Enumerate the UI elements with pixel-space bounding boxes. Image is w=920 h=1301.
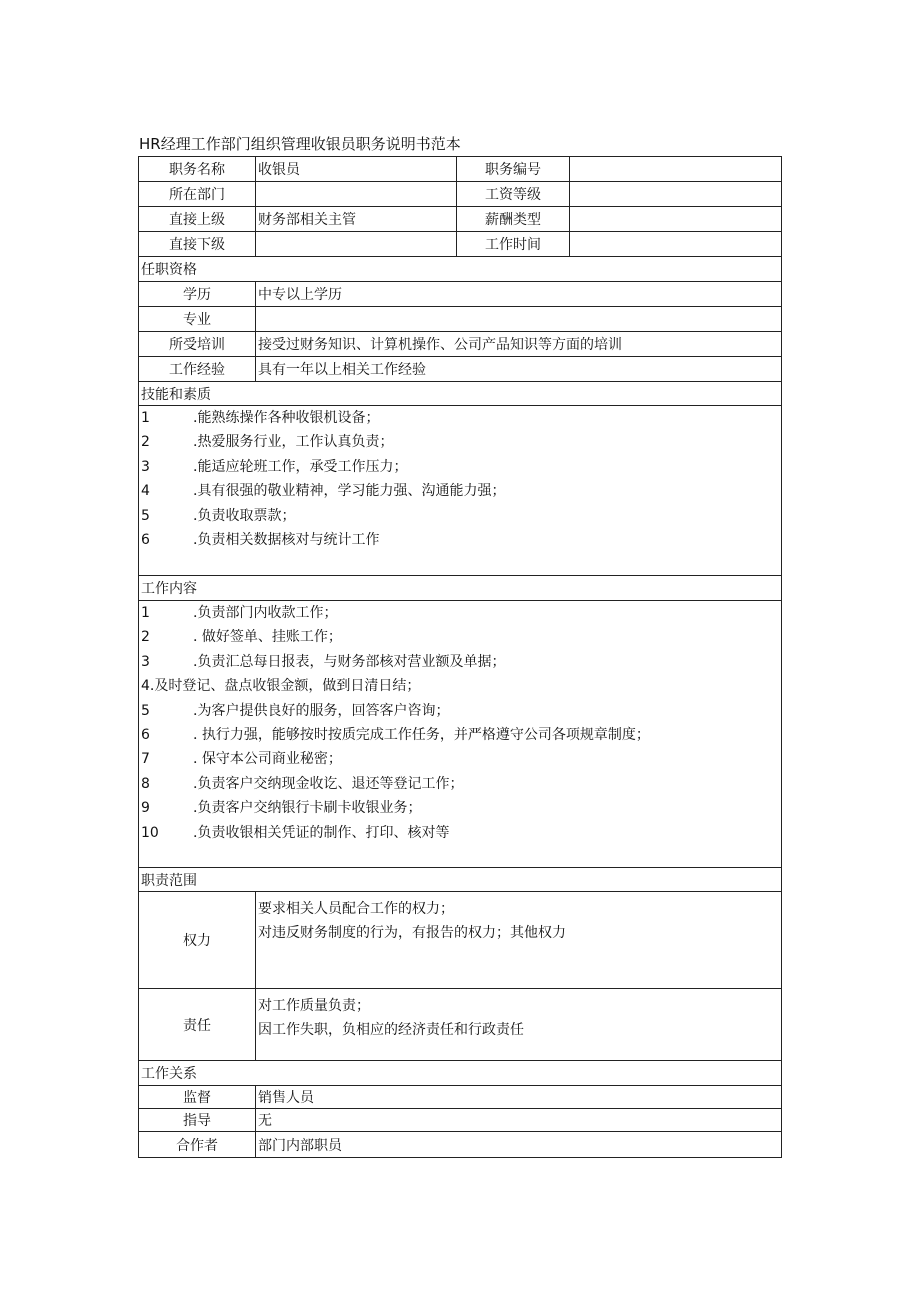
value-training: 接受过财务知识、计算机操作、公司产品知识等方面的培训	[256, 332, 782, 357]
item-text: .能熟练操作各种收银机设备；	[193, 410, 380, 426]
value-salary-grade	[570, 182, 782, 207]
relation-row	[139, 1132, 782, 1158]
item-text: .负责部门内收款工作；	[193, 605, 338, 621]
value-experience: 具有一年以上相关工作经验	[256, 357, 782, 382]
label-guide: 指导	[139, 1109, 256, 1132]
list-item	[139, 625, 781, 649]
item-number: 8	[141, 775, 150, 792]
list-item	[139, 479, 781, 503]
list-item	[139, 601, 781, 625]
label-direct-subordinate: 直接下级	[139, 232, 256, 257]
item-text: .能适应轮班工作，承受工作压力；	[193, 458, 408, 475]
item-number: 9	[141, 800, 150, 817]
item-number: 4	[141, 483, 150, 500]
item-text: .热爱服务行业，工作认真负责；	[193, 434, 394, 451]
value-major	[256, 307, 782, 332]
list-item	[139, 528, 781, 552]
list-item	[139, 747, 781, 771]
label-responsibility: 责任	[139, 989, 256, 1061]
list-item	[139, 821, 781, 845]
list-item	[139, 406, 781, 430]
label-power: 权力	[139, 892, 256, 989]
list-item	[139, 723, 781, 747]
value-education: 中专以上学历	[256, 282, 782, 307]
relation-row	[139, 1109, 782, 1132]
label-pay-type: 薪酬类型	[457, 207, 570, 232]
item-number: 5	[141, 702, 150, 719]
item-text: . 执行力强，能够按时按质完成工作任务，并严格遵守公司各项规章制度；	[193, 726, 650, 743]
item-text: .负责客户交纳现金收讫、退还等登记工作；	[193, 775, 464, 792]
responsibility-content	[256, 989, 782, 1061]
label-job-code: 职务编号	[457, 157, 570, 182]
power-content	[256, 892, 782, 989]
value-job-code	[570, 157, 782, 182]
list-item	[139, 796, 781, 820]
item-number: 2	[141, 434, 150, 451]
item-number: 4	[141, 678, 150, 695]
value-work-hours	[570, 232, 782, 257]
label-experience: 工作经验	[139, 357, 256, 382]
list-item	[139, 430, 781, 454]
item-number: 2	[141, 629, 150, 646]
item-number: 3	[141, 653, 150, 670]
value-supervise: 销售人员	[256, 1086, 782, 1109]
basic-row	[139, 182, 782, 207]
item-text: .负责收银相关凭证的制作、打印、核对等	[193, 824, 450, 841]
item-text: . 做好签单、挂账工作；	[193, 629, 342, 646]
item-text: .及时登记、盘点收银金额，做到日清日结；	[149, 678, 421, 695]
document-title: HR经理工作部门组织管理收银员职务说明书范本	[139, 135, 461, 153]
section-relations: 工作关系	[139, 1061, 782, 1086]
item-number: 6	[141, 726, 150, 743]
job-description-table	[138, 156, 782, 1158]
item-number: 3	[141, 458, 150, 475]
item-text: .负责客户交纳银行卡刷卡收银业务；	[193, 800, 422, 817]
label-supervise: 监督	[139, 1086, 256, 1109]
section-header-row	[139, 382, 782, 406]
skills-list-row	[139, 406, 782, 576]
list-item	[139, 650, 781, 674]
item-text: .具有很强的敬业精神，学习能力强、沟通能力强；	[193, 483, 506, 500]
section-header-row	[139, 1061, 782, 1086]
power-line: 对违反财务制度的行为，有报告的权力；其他权力	[258, 925, 566, 941]
duties-list	[139, 601, 782, 868]
section-skills: 技能和素质	[139, 382, 782, 406]
item-text: . 保守本公司商业秘密；	[193, 751, 342, 768]
item-number: 5	[141, 507, 150, 524]
list-item	[139, 455, 781, 479]
item-number: 7	[141, 751, 150, 768]
responsibility-row	[139, 989, 782, 1061]
label-major: 专业	[139, 307, 256, 332]
power-row	[139, 892, 782, 989]
qualification-row	[139, 307, 782, 332]
label-work-hours: 工作时间	[457, 232, 570, 257]
section-header-row	[139, 868, 782, 892]
qualification-row	[139, 357, 782, 382]
item-text: .负责收取票款；	[193, 507, 296, 524]
qualification-row	[139, 282, 782, 307]
item-number: 1	[141, 605, 150, 621]
label-department: 所在部门	[139, 182, 256, 207]
item-text: .为客户提供良好的服务，回答客户咨询；	[193, 702, 450, 719]
skills-list	[139, 406, 782, 576]
value-direct-superior: 财务部相关主管	[256, 207, 457, 232]
qualification-row	[139, 332, 782, 357]
list-item	[139, 699, 781, 723]
value-department	[256, 182, 457, 207]
value-pay-type	[570, 207, 782, 232]
value-collaborator: 部门内部职员	[256, 1132, 782, 1158]
label-education: 学历	[139, 282, 256, 307]
label-training: 所受培训	[139, 332, 256, 357]
item-text: .负责相关数据核对与统计工作	[193, 531, 380, 548]
responsibility-line: 对工作质量负责；	[258, 998, 370, 1014]
section-scope: 职责范围	[139, 868, 782, 892]
label-collaborator: 合作者	[139, 1132, 256, 1158]
item-text: .负责汇总每日报表，与财务部核对营业额及单据；	[193, 653, 506, 670]
duties-list-row	[139, 601, 782, 868]
basic-row	[139, 207, 782, 232]
item-number: 1	[141, 410, 150, 426]
value-guide: 无	[256, 1109, 782, 1132]
value-job-title: 收银员	[256, 157, 457, 182]
power-line: 要求相关人员配合工作的权力；	[258, 901, 454, 917]
section-duties: 工作内容	[139, 576, 782, 601]
list-item	[139, 674, 781, 698]
basic-row	[139, 232, 782, 257]
item-number: 6	[141, 531, 150, 548]
responsibility-line: 因工作失职，负相应的经济责任和行政责任	[258, 1022, 524, 1038]
section-header-row	[139, 576, 782, 601]
value-direct-subordinate	[256, 232, 457, 257]
section-qualifications: 任职资格	[139, 257, 782, 282]
basic-row	[139, 157, 782, 182]
label-salary-grade: 工资等级	[457, 182, 570, 207]
relation-row	[139, 1086, 782, 1109]
label-direct-superior: 直接上级	[139, 207, 256, 232]
list-item	[139, 504, 781, 528]
section-header-row	[139, 257, 782, 282]
label-job-title: 职务名称	[139, 157, 256, 182]
list-item	[139, 772, 781, 796]
item-number: 10	[141, 824, 159, 841]
